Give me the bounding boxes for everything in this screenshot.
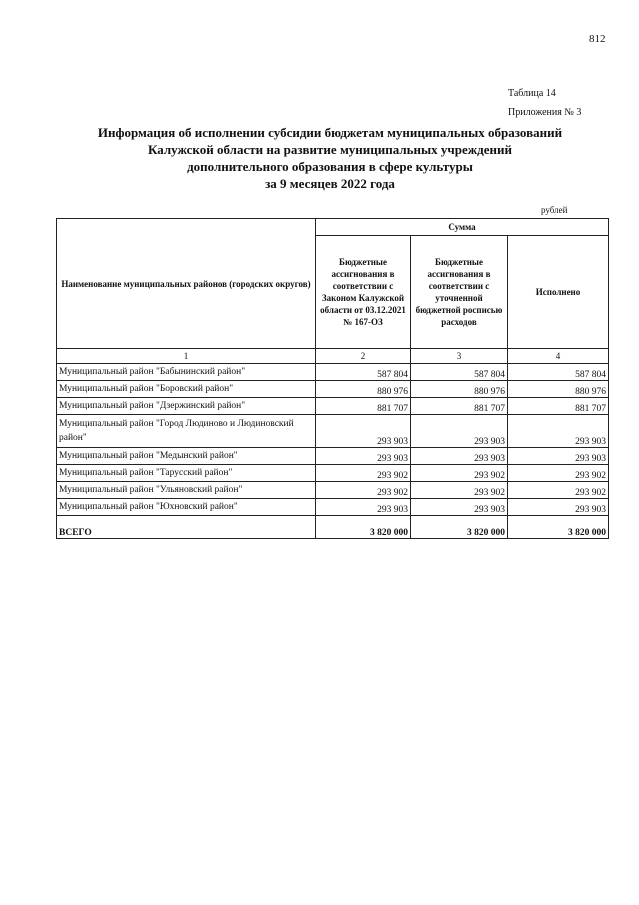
table-row (57, 448, 609, 465)
document-title (60, 124, 600, 192)
column-number: 4 (508, 349, 609, 364)
district-name: Муниципальный район "Ульяновский район" (57, 482, 316, 499)
revised-allocation-value: 587 804 (411, 364, 508, 381)
title-line: Калужской области на развитие муниципальных учреждений (147, 142, 513, 157)
column-number: 2 (316, 349, 411, 364)
revised-allocation-value: 293 902 (411, 465, 508, 482)
header-revised-allocations: Бюджетные ассигнования в соответствии с уточненной бюджетной росписью расходов (411, 236, 508, 349)
total-revised-allocation: 3 820 000 (411, 516, 508, 539)
table-row (57, 465, 609, 482)
law-allocation-value: 293 903 (316, 415, 411, 448)
table-row (57, 398, 609, 415)
revised-allocation-value: 293 902 (411, 482, 508, 499)
revised-allocation-value: 881 707 (411, 398, 508, 415)
district-name: Муниципальный район "Юхновский район" (57, 499, 316, 516)
executed-value: 587 804 (508, 364, 609, 381)
subsidy-table (56, 218, 609, 539)
executed-value: 881 707 (508, 398, 609, 415)
district-name: Муниципальный район "Боровский район" (57, 381, 316, 398)
column-number: 3 (411, 349, 508, 364)
executed-value: 293 903 (508, 499, 609, 516)
district-name: Муниципальный район "Дзержинский район" (57, 398, 316, 415)
revised-allocation-value: 293 903 (411, 448, 508, 465)
law-allocation-value: 293 903 (316, 448, 411, 465)
header-sum: Сумма (316, 219, 609, 236)
title-line: дополнительного образования в сфере культуры (187, 159, 473, 174)
title-line: за 9 месяцев 2022 года (265, 176, 395, 191)
total-law-allocation: 3 820 000 (316, 516, 411, 539)
revised-allocation-value: 293 903 (411, 499, 508, 516)
revised-allocation-value: 293 903 (411, 415, 508, 448)
column-number-row (57, 349, 609, 364)
law-allocation-value: 293 902 (316, 465, 411, 482)
header-law-allocations: Бюджетные ассигнования в соответствии с Законом Калужской области от 03.12.2021 № 167-ОЗ (316, 236, 411, 349)
executed-value: 293 902 (508, 482, 609, 499)
column-number: 1 (57, 349, 316, 364)
appendix-label: Приложения № 3 (508, 107, 582, 118)
header-executed: Исполнено (508, 236, 609, 349)
page-number: 812 (589, 33, 606, 45)
executed-value: 293 903 (508, 415, 609, 448)
title-line: Информация об исполнении субсидии бюджетам муниципальных образований (97, 125, 563, 140)
law-allocation-value: 881 707 (316, 398, 411, 415)
district-name: Муниципальный район "Город Людиново и Людиновский район" (57, 415, 316, 448)
units-label: рублей (541, 205, 568, 215)
table-row (57, 364, 609, 381)
district-name: Муниципальный район "Медынский район" (57, 448, 316, 465)
table-row (57, 381, 609, 398)
executed-value: 293 903 (508, 448, 609, 465)
executed-value: 880 976 (508, 381, 609, 398)
table-row (57, 415, 609, 448)
table-label: Таблица 14 (508, 88, 556, 99)
total-executed: 3 820 000 (508, 516, 609, 539)
table-row (57, 482, 609, 499)
law-allocation-value: 880 976 (316, 381, 411, 398)
header-name: Наименование муниципальных районов (городских округов) (57, 219, 316, 349)
district-name: Муниципальный район "Тарусский район" (57, 465, 316, 482)
law-allocation-value: 293 902 (316, 482, 411, 499)
law-allocation-value: 293 903 (316, 499, 411, 516)
table-row (57, 499, 609, 516)
law-allocation-value: 587 804 (316, 364, 411, 381)
revised-allocation-value: 880 976 (411, 381, 508, 398)
executed-value: 293 902 (508, 465, 609, 482)
total-label: ВСЕГО (57, 516, 316, 539)
district-name: Муниципальный район "Бабынинский район" (57, 364, 316, 381)
total-row (57, 516, 609, 539)
